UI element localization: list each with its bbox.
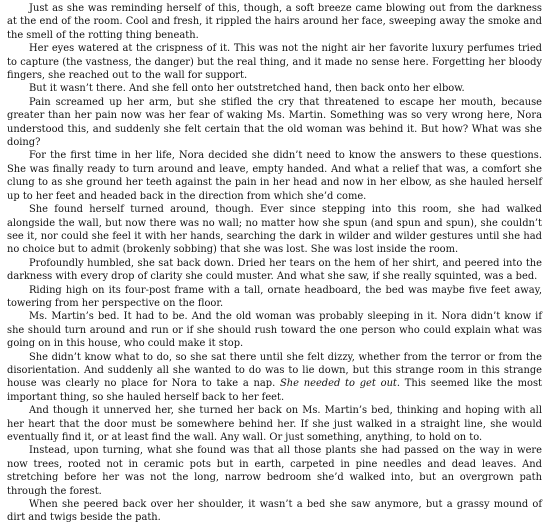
emphasis-text: She needed to get out. [280, 378, 401, 390]
paragraph [7, 42, 542, 82]
paragraph-text: Riding high on its four-post frame with a tall, ornate headboard, the bed was maybe five feet away, towering from her perspective on the floor. [7, 284, 542, 309]
paragraph [7, 149, 542, 203]
paragraph-text: And though it unnerved her, she turned her back on Ms. Martin’s bed, thinking and hoping with all her heart that the door must be somewhere behind her. If she just walked in a straight line, she would eventually find it, or at least find the wall. Any wall. Or just something, anything, to hold on to. [7, 405, 542, 443]
paragraph-text: Just as she was reminding herself of this, though, a soft breeze came blowing out from the darkness at the end of the room. Cool and fresh, it rippled the hairs around her face, sweeping away the smoke and the smell of the rotting thing beneath. [7, 3, 542, 41]
paragraph-text: This seemed like the most important thing, so she hauled herself back to her feet. [7, 378, 542, 403]
paragraph-text: Her eyes watered at the crispness of it. This was not the night air her favorite luxury perfumes tried to capture (the vastness, the danger) but the real thing, and it made no sense here. Forgetting her bloody fingers, she reached out to the wall for support. [7, 43, 542, 82]
paragraph [7, 351, 542, 405]
paragraph [7, 203, 542, 257]
paragraph-text: For the first time in her life, Nora decided she didn’t need to know the answers to these questions. She was finally ready to turn around and leave, empty handed. And what a relief that was, a comfort she clung to as she ground her teeth against the pain in her head and now in her elbow, as she hauled herself up to her feet and headed back in the direction from which she’d come. [7, 150, 542, 202]
paragraph-text: Instead, upon turning, what she found was that all those plants she had passed on the way in were now trees, rooted not in ceramic pots but in earth, carpeted in pine needles and dead leaves. And stretching before her was not the long, narrow bedroom she’d walked into, but an overgrown path through the forest. [7, 445, 542, 497]
paragraph-text: She found herself turned around, though. Ever since stepping into this room, she had walked alongside the wall, but now there was no wall; no matter how she spun (and spun and spun), she couldn’t see it, nor could she feel it with her hands, searching the dark in wilder and wilder gestures until she had no choice but to admit (brokenly sobbing) that she was lost. She was lost inside the room. [7, 204, 542, 256]
paragraph [7, 82, 542, 95]
paragraph-text: But it wasn’t there. And she fell onto her outstretched hand, then back onto her elbow. [29, 83, 465, 95]
paragraph-text: Ms. Martin’s bed. It had to be. And the old woman was probably sleeping in it. Nora didn’t know if she should turn around and run or if she should rush toward the one person who could explain what was going on in this house, who could make it stop. [7, 311, 542, 350]
paragraph [7, 257, 542, 284]
paragraph [7, 498, 542, 525]
paragraph [7, 404, 542, 444]
paragraph [7, 444, 542, 498]
paragraph [7, 2, 542, 42]
paragraph [7, 96, 542, 150]
paragraph-text: She didn’t know what to do, so she sat there until she felt dizzy, whether from the terror or from the disorientation. And suddenly all she wanted to do was to lie down, but this strange room in this strange house was clearly no place for Nora to take a nap. [7, 351, 542, 390]
paragraph-text: When she peered back over her shoulder, it wasn’t a bed she saw anymore, but a grassy mound of dirt and twigs beside the path. [7, 499, 542, 524]
paragraph [7, 310, 542, 350]
paragraph-text: Profoundly humbled, she sat back down. Dried her tears on the hem of her shirt, and peered into the darkness with every drop of clarity she could muster. And what she saw, if she really squinted, was a bed. [7, 257, 542, 283]
paragraph-text: Pain screamed up her arm, but she stifled the cry that threatened to escape her mouth, because greater than her pain now was her fear of waking Ms. Martin. Something was so very wrong here, Nora understood this, and suddenly she felt certain that the old woman was behind it. But how? What was she doing? [7, 96, 542, 149]
paragraph [7, 284, 542, 311]
